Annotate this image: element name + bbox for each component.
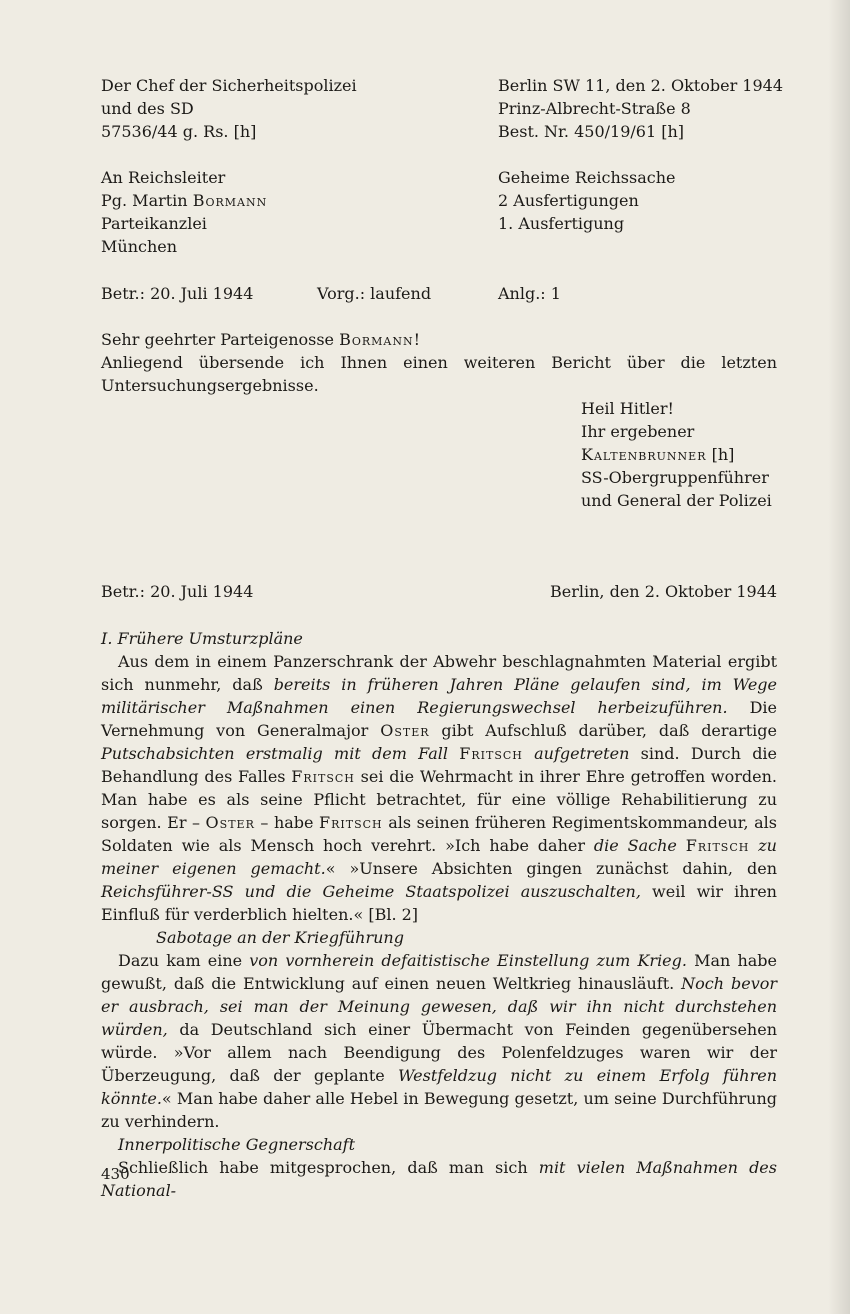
closing-line: Heil Hitler! — [581, 399, 674, 418]
salutation-name: Bormann — [339, 330, 414, 349]
recipient-prefix: Pg. Martin — [101, 191, 193, 210]
text-run: da Deutschland sich einer Übermacht von Feinden gegenübersehen würde. »Vor allem nach Beendigung des Polenfeldzuges waren wir der Überzeugung, daß der geplante — [101, 1020, 777, 1085]
closing-block — [581, 397, 772, 512]
emphasis: mit vielen Maßnahmen des National- — [101, 1158, 777, 1200]
text-run: sind. Durch die Behandlung des Falles — [101, 744, 778, 786]
emphasis: die Sache — [593, 836, 677, 855]
place-date-line: Best. Nr. 450/19/61 [h] — [498, 122, 685, 141]
salutation-prefix: Sehr geehrter Parteigenosse — [101, 330, 340, 349]
emphasis: aufgetreten — [522, 744, 630, 763]
page-number: 430 — [101, 1165, 130, 1183]
text-run: Schließlich habe mitgesprochen, daß man sich — [118, 1158, 539, 1177]
text-run: Aus dem in einem Panzerschrank der Abwehr beschlagnahmten Material ergibt sich nunmehr, daß — [101, 652, 777, 694]
closing-line: SS-Obergruppenführer — [581, 468, 769, 487]
letter-body: Anliegend übersende ich Ihnen einen weiteren Bericht über die letzten Untersuchungsergebnisse. — [101, 353, 777, 395]
closing-line: Ihr ergebener — [581, 422, 695, 441]
salutation — [101, 328, 420, 351]
text-run: « Man habe daher alle Hebel in Bewegung gesetzt, um seine Durchführung zu verhindern. — [101, 1089, 777, 1131]
emphasis: Putschabsichten erstmalig mit dem Fall — [101, 744, 448, 763]
person-name: Oster — [205, 813, 255, 832]
report-body — [101, 627, 777, 1202]
text-run: weil wir ihren Einfluß für verderblich hielten.« [Bl. 2] — [101, 882, 777, 924]
recipient-line — [101, 189, 267, 212]
vorg-reference: Vorg.: laufend — [317, 284, 432, 303]
salutation-suffix: ! — [413, 330, 421, 349]
signatory-suffix: [h] — [706, 445, 735, 464]
signatory-name: Kaltenbrunner — [581, 445, 707, 464]
emphasis: Noch bevor er ausbrach, sei man der Meinung gewesen, daß wir ihn nicht durchstehen würden, — [101, 974, 778, 1039]
text-run: Man habe gewußt, daß die Entwicklung auf einen neuen Weltkrieg hinausläuft. — [101, 951, 777, 993]
subheading-innerpolitisch: Innerpolitische Gegnerschaft — [118, 1135, 356, 1154]
betr-reference: Betr.: 20. Juli 1944 — [101, 284, 254, 303]
person-name: Fritsch — [459, 744, 523, 763]
place-date-block — [498, 74, 783, 143]
text-run: als seinen früheren Regimentskommandeur, als Soldaten wie als Mensch hoch verehrt. »Ich habe daher — [101, 813, 777, 855]
place-date-line: Berlin SW 11, den 2. Oktober 1944 — [498, 76, 784, 95]
recipient-line: Parteikanzlei — [101, 214, 207, 233]
report-betr: Betr.: 20. Juli 1944 — [101, 582, 254, 601]
text-run: Die Vernehmung von Generalmajor — [101, 698, 778, 740]
recipient-block — [101, 166, 267, 258]
closing-line: und General der Polizei — [581, 491, 772, 510]
person-name: Fritsch — [685, 836, 750, 855]
text-run: gibt Aufschluß darüber, daß derartige — [429, 721, 777, 740]
emphasis: bereits in früheren Jahren Pläne gelaufen sind, im Wege militärischer Maßnahmen einen Regierungswechsel herbeizuführen. — [101, 675, 778, 717]
classification-line: 2 Ausfertigungen — [498, 191, 639, 210]
text-run: « »Unsere Absichten gingen zunächst dahin, den — [325, 859, 777, 878]
sender-line: 57536/44 g. Rs. [h] — [101, 122, 257, 141]
anlg-reference: Anlg.: 1 — [498, 284, 561, 303]
report-date: Berlin, den 2. Oktober 1944 — [550, 582, 778, 601]
subheading-sabotage: Sabotage an der Kriegführung — [156, 928, 404, 947]
classification-line: 1. Ausfertigung — [498, 214, 625, 233]
emphasis: zu meiner eigenen gemacht. — [101, 836, 777, 878]
place-date-line: Prinz-Albrecht-Straße 8 — [498, 99, 691, 118]
emphasis: Reichsführer-SS und die Geheime Staatspolizei auszuschalten, — [101, 882, 641, 901]
recipient-line: München — [101, 237, 178, 256]
classification-line: Geheime Reichssache — [498, 168, 676, 187]
text-run: – habe — [254, 813, 320, 832]
text-run: Dazu kam eine — [118, 951, 250, 970]
classification-block — [498, 166, 675, 235]
recipient-name: Bormann — [192, 191, 268, 210]
paragraph-2 — [101, 949, 777, 1133]
person-name: Fritsch — [319, 813, 383, 832]
person-name: Fritsch — [291, 767, 355, 786]
paragraph-3 — [101, 1156, 777, 1202]
recipient-line: An Reichsleiter — [101, 168, 226, 187]
emphasis: von vornherein defaitistische Einstellung zum Krieg. — [249, 951, 687, 970]
sender-block — [101, 74, 357, 143]
sender-line: und des SD — [101, 99, 194, 118]
section-title: I. Frühere Umsturzpläne — [101, 629, 303, 648]
closing-line — [581, 443, 772, 466]
page-edge-shadow — [828, 0, 850, 1314]
sender-line: Der Chef der Sicherheitspolizei — [101, 76, 357, 95]
paragraph-1 — [101, 650, 777, 926]
text-run: sei die Wehrmacht in ihrer Ehre getroffen worden. Man habe es als seine Pflicht betrachtet, für eine völlige Rehabilitierung zu sorgen. Er – — [101, 767, 777, 832]
emphasis: Westfeldzug nicht zu einem Erfolg führen könnte. — [101, 1066, 777, 1108]
person-name: Oster — [380, 721, 430, 740]
